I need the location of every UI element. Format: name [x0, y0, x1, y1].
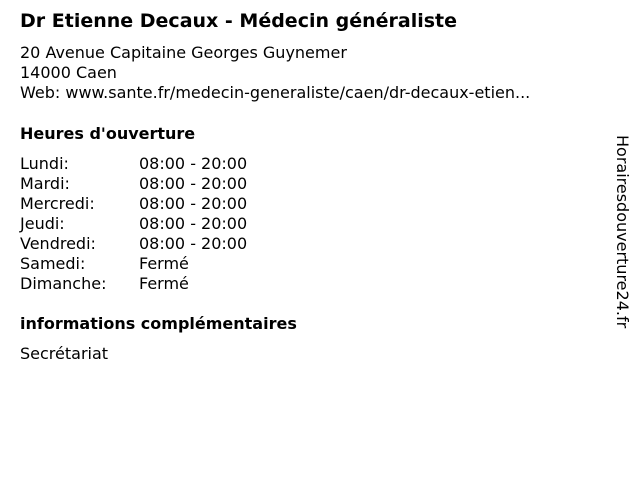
hours-value: 08:00 - 20:00: [139, 194, 248, 213]
opening-hours-table: [20, 154, 280, 294]
hours-row-sunday: [20, 274, 280, 294]
hours-value: 08:00 - 20:00: [139, 214, 248, 233]
hours-value: 08:00 - 20:00: [139, 154, 248, 173]
hours-row-friday: [20, 234, 280, 254]
day-label: Dimanche:: [20, 274, 107, 293]
watermark: [612, 135, 632, 345]
watermark-text: Horairesdouverture24.fr: [613, 135, 632, 329]
page-title: Dr Etienne Decaux - Médecin généraliste: [20, 10, 457, 32]
day-label: Vendredi:: [20, 234, 96, 253]
hours-row-tuesday: [20, 174, 280, 194]
hours-value: Fermé: [139, 254, 189, 273]
hours-row-thursday: [20, 214, 280, 234]
hours-value: 08:00 - 20:00: [139, 234, 248, 253]
day-label: Lundi:: [20, 154, 69, 173]
day-label: Jeudi:: [20, 214, 65, 233]
additional-info-text: Secrétariat: [20, 344, 109, 363]
day-label: Mardi:: [20, 174, 70, 193]
hours-value: Fermé: [139, 274, 189, 293]
hours-row-monday: [20, 154, 280, 174]
address-block: [20, 43, 530, 103]
address-city: 14000 Caen: [20, 63, 117, 82]
opening-hours-heading: Heures d'ouverture: [20, 124, 196, 143]
hours-row-saturday: [20, 254, 280, 274]
address-street: 20 Avenue Capitaine Georges Guynemer: [20, 43, 347, 62]
additional-info-heading: informations complémentaires: [20, 314, 297, 333]
day-label: Mercredi:: [20, 194, 95, 213]
day-label: Samedi:: [20, 254, 86, 273]
website-link[interactable]: Web: www.sante.fr/medecin-generaliste/caen/dr-decaux-etien...: [20, 83, 531, 102]
hours-row-wednesday: [20, 194, 280, 214]
hours-value: 08:00 - 20:00: [139, 174, 248, 193]
